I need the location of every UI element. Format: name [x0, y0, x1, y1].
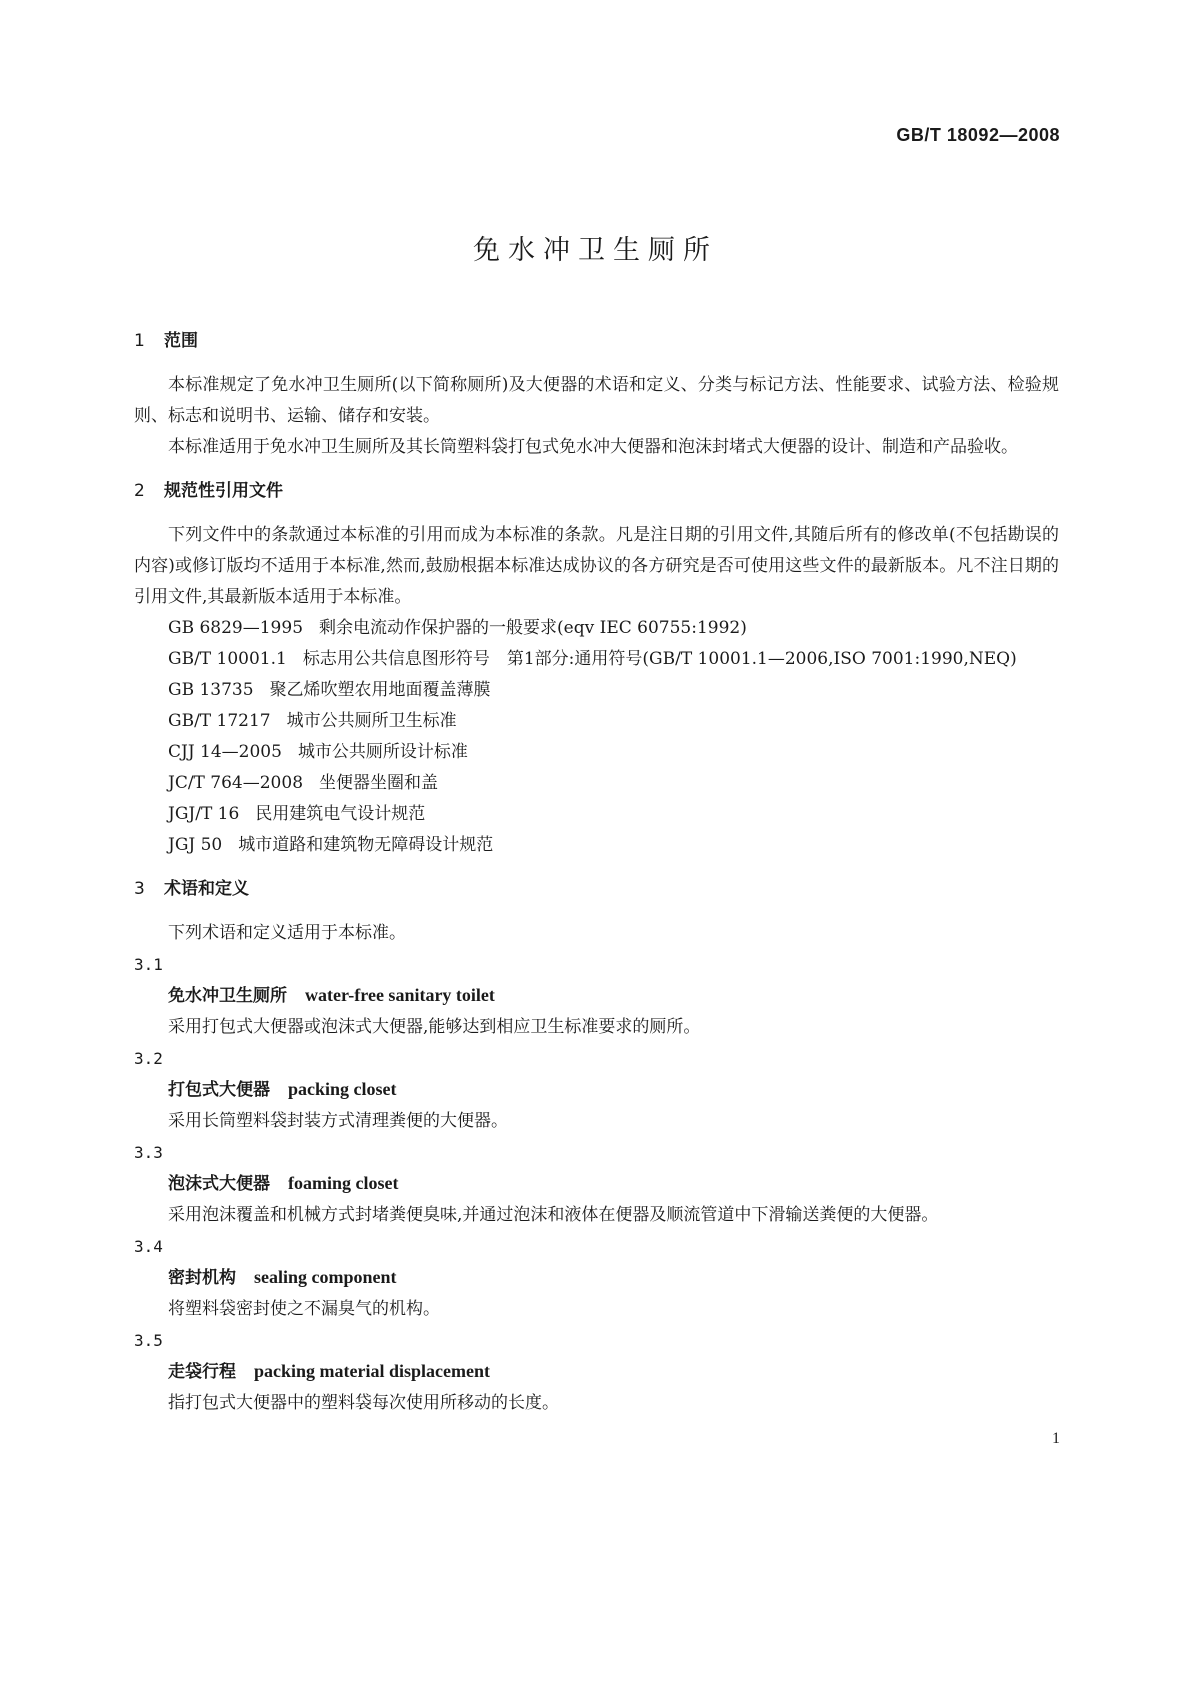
section-number: 1	[134, 331, 145, 351]
term-number: 3.1	[134, 955, 163, 974]
reference-title: 坐便器坐圈和盖	[319, 773, 439, 793]
reference-code: GB/T 10001.1	[168, 649, 287, 669]
reference-title: 城市公共厕所设计标准	[297, 742, 468, 762]
term-definition: 采用长筒塑料袋封装方式清理粪便的大便器。	[168, 1111, 508, 1131]
reference-item	[134, 830, 1059, 861]
reference-title: 聚乙烯吹塑农用地面覆盖薄膜	[269, 680, 491, 700]
term-number: 3.2	[134, 1049, 163, 1068]
reference-code: GB 13735	[168, 680, 254, 700]
term-name-chinese: 密封机构	[168, 1268, 236, 1288]
section-heading-scope	[134, 326, 1059, 357]
term-definition: 将塑料袋密封使之不漏臭气的机构。	[168, 1299, 440, 1319]
term-number: 3.5	[134, 1331, 163, 1350]
term-name-chinese: 泡沫式大便器	[168, 1174, 270, 1194]
reference-title: 剩余电流动作保护器的一般要求(eqv IEC 60755:1992)	[319, 618, 747, 638]
term-name-english: foaming closet	[288, 1173, 399, 1193]
reference-title: 民用建筑电气设计规范	[255, 804, 426, 824]
reference-title: 标志用公共信息图形符号 第1部分:通用符号(GB/T 10001.1—2006,ISO 7001:1990,NEQ)	[302, 649, 1017, 669]
section-title: 规范性引用文件	[164, 481, 283, 501]
term-name-english: sealing component	[254, 1267, 397, 1287]
term-name	[134, 980, 1059, 1012]
term-name-english: water-free sanitary toilet	[305, 985, 495, 1005]
standard-code: GB/T 18092—2008	[896, 125, 1060, 145]
reference-title: 城市公共厕所卫生标准	[286, 711, 457, 731]
term-definition: 采用泡沫覆盖和机械方式封堵粪便臭味,并通过泡沫和液体在便器及顺流管道中下滑输送粪便的大便器。	[168, 1205, 939, 1225]
reference-code: JC/T 764—2008	[168, 773, 304, 793]
section-number: 2	[134, 481, 145, 501]
reference-code: CJJ 14—2005	[168, 742, 282, 762]
term-number: 3.4	[134, 1237, 163, 1256]
reference-item	[134, 613, 1059, 644]
reference-item	[134, 737, 1059, 768]
reference-code: GB/T 17217	[168, 711, 271, 731]
term-name-english: packing closet	[288, 1079, 397, 1099]
term-name-chinese: 打包式大便器	[168, 1080, 270, 1100]
paragraph: 下列术语和定义适用于本标准。	[168, 923, 406, 943]
section-title: 范围	[164, 331, 198, 351]
document-title: 免水冲卫生厕所	[473, 235, 718, 266]
reference-code: GB 6829—1995	[168, 618, 304, 638]
term-name-chinese: 免水冲卫生厕所	[168, 986, 287, 1006]
reference-item	[134, 706, 1059, 737]
section-title: 术语和定义	[164, 879, 249, 899]
section-heading-terms-definitions	[134, 874, 1059, 905]
reference-item	[134, 768, 1059, 799]
term-name	[134, 1074, 1059, 1106]
term-name-english: packing material displacement	[254, 1361, 490, 1381]
term-name	[134, 1356, 1059, 1388]
paragraph: 本标准规定了免水冲卫生厕所(以下简称厕所)及大便器的术语和定义、分类与标记方法、性能要求、试验方法、检验规则、标志和说明书、运输、储存和安装。	[134, 375, 1059, 426]
term-name	[134, 1262, 1059, 1294]
section-heading-normative-references	[134, 476, 1059, 507]
reference-item	[134, 799, 1059, 830]
reference-code: JGJ 50	[168, 835, 223, 855]
paragraph: 下列文件中的条款通过本标准的引用而成为本标准的条款。凡是注日期的引用文件,其随后所有的修改单(不包括勘误的内容)或修订版均不适用于本标准,然而,鼓励根据本标准达成协议的各方研究是否可使用这些文件的最新版本。凡不注日期的引用文件,其最新版本适用于本标准。	[134, 525, 1059, 607]
term-number: 3.3	[134, 1143, 163, 1162]
page-number: 1	[1052, 1430, 1060, 1447]
term-definition: 指打包式大便器中的塑料袋每次使用所移动的长度。	[168, 1393, 559, 1413]
reference-title: 城市道路和建筑物无障碍设计规范	[238, 835, 494, 855]
document-body	[134, 326, 1059, 1419]
term-definition: 采用打包式大便器或泡沫式大便器,能够达到相应卫生标准要求的厕所。	[168, 1017, 701, 1037]
reference-code: JGJ/T 16	[168, 804, 240, 824]
term-name	[134, 1168, 1059, 1200]
term-name-chinese: 走袋行程	[168, 1362, 236, 1382]
paragraph: 本标准适用于免水冲卫生厕所及其长筒塑料袋打包式免水冲大便器和泡沫封堵式大便器的设计、制造和产品验收。	[168, 437, 1018, 457]
reference-item	[134, 675, 1059, 706]
section-number: 3	[134, 879, 145, 899]
reference-item	[134, 644, 1059, 675]
